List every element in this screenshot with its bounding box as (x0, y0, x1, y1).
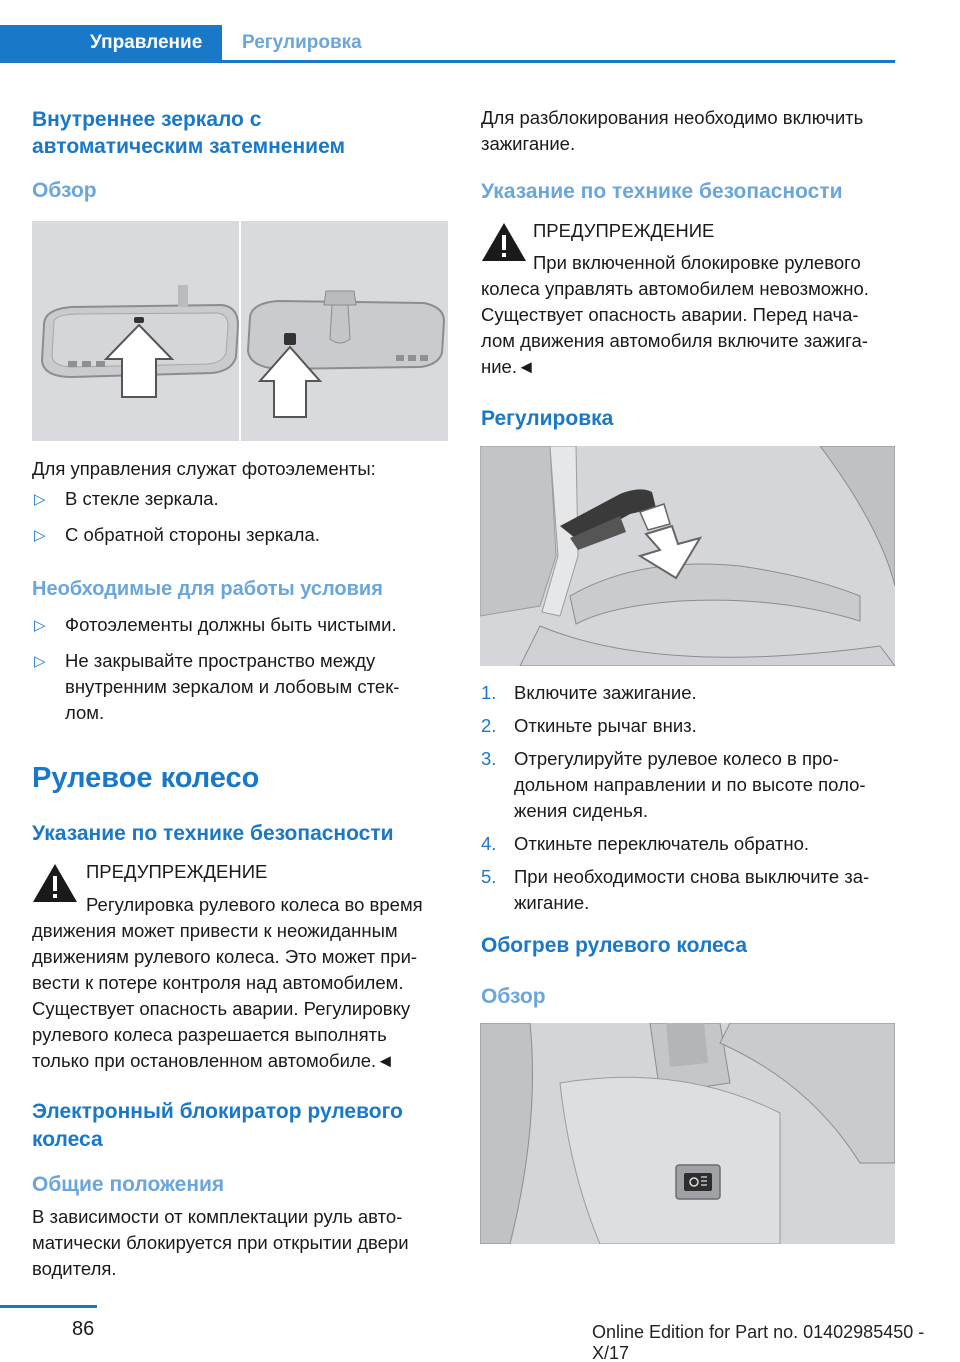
list-item: ▷ Не закрывайте пространство между внутренним зеркалом и лобовым стек- лом. (34, 650, 400, 723)
adjust-heading: Регулировка (481, 407, 614, 430)
photocell-intro: Для управления служат фотоэлементы: (32, 458, 376, 479)
right-warning-title: ПРЕДУПРЕЖДЕНИЕ (533, 220, 715, 241)
heating-illustration (480, 1023, 895, 1244)
footer-edition: Online Edition for Part no. 01402985450 - X/17 (592, 1322, 925, 1362)
list-item: 2. Откиньте рычаг вниз. (481, 715, 697, 736)
conditions-list (32, 612, 448, 726)
footer-accent-line (0, 1305, 97, 1308)
adjust-steps (481, 680, 901, 916)
list-item: ▷ В стекле зеркала. (32, 486, 448, 512)
list-item: 1. Включите зажигание. (481, 682, 697, 703)
mirror-illustration (32, 221, 448, 441)
general-text: В зависимости от комплектации руль авто- матически блокируется при открытии двери водителя. (32, 1206, 409, 1279)
tab-adjustment[interactable]: Регулировка (242, 32, 362, 53)
left-warning-text: Регулировка рулевого колеса во время движения может привести к неожиданным движениям рулевого колеса. Это может при- вести к потере контроля над автомобилем. Существует опасность аварии. Регулировку рулевого колеса разрешается выполнять только при остановленном автомобиле.◄ (32, 894, 423, 1071)
list-item: 3. Отрегулируйте рулевое колесо в про- дольном направлении и по высоте поло- жения сиденья. (481, 748, 866, 821)
steering-wheel-title: Рулевое колесо (32, 762, 260, 794)
right-warning-text: При включенной блокировке рулевого колеса управлять автомобилем невозможно. Существует опасность аварии. Перед нача- лом движения автомобиля включите зажига- ние.◄ (481, 252, 869, 377)
bullet-triangle-icon: ▷ (34, 491, 46, 508)
tab-control[interactable]: Управление (0, 25, 222, 60)
left-safety-heading: Указание по технике безопасности (32, 822, 394, 845)
left-warning-title: ПРЕДУПРЕЖДЕНИЕ (86, 861, 268, 882)
list-item: ▷ Фотоэлементы должны быть чистыми. (32, 612, 448, 638)
lever-figure (480, 446, 895, 666)
list-item: ▷ С обратной стороны зеркала. (32, 522, 448, 548)
mirror-heading: Внутреннее зеркало с автоматическим затемнением (32, 108, 346, 158)
mirror-figure (32, 221, 448, 441)
header-tabbar (0, 25, 895, 63)
list-item: 5. При необходимости снова выключите за- жигание. (481, 866, 870, 913)
mirror-overview-heading: Обзор (32, 179, 97, 202)
unlock-text: Для разблокирования необходимо включить зажигание. (481, 107, 864, 154)
conditions-heading: Необходимые для работы условия (32, 578, 383, 600)
general-heading: Общие положения (32, 1173, 225, 1196)
bullet-triangle-icon: ▷ (34, 653, 46, 670)
bullet-triangle-icon: ▷ (34, 617, 46, 634)
heating-figure (480, 1023, 895, 1244)
lever-illustration (480, 446, 895, 666)
page-number: 86 (72, 1318, 95, 1340)
heating-overview-heading: Обзор (481, 985, 546, 1008)
photocell-list (32, 486, 448, 548)
right-safety-heading: Указание по технике безопасности (481, 180, 843, 203)
bullet-triangle-icon: ▷ (34, 527, 46, 544)
list-item: 4. Откиньте переключатель обратно. (481, 833, 810, 854)
heating-heading: Обогрев рулевого колеса (481, 934, 748, 957)
lock-heading: Электронный блокиратор рулевого колеса (32, 1100, 403, 1151)
